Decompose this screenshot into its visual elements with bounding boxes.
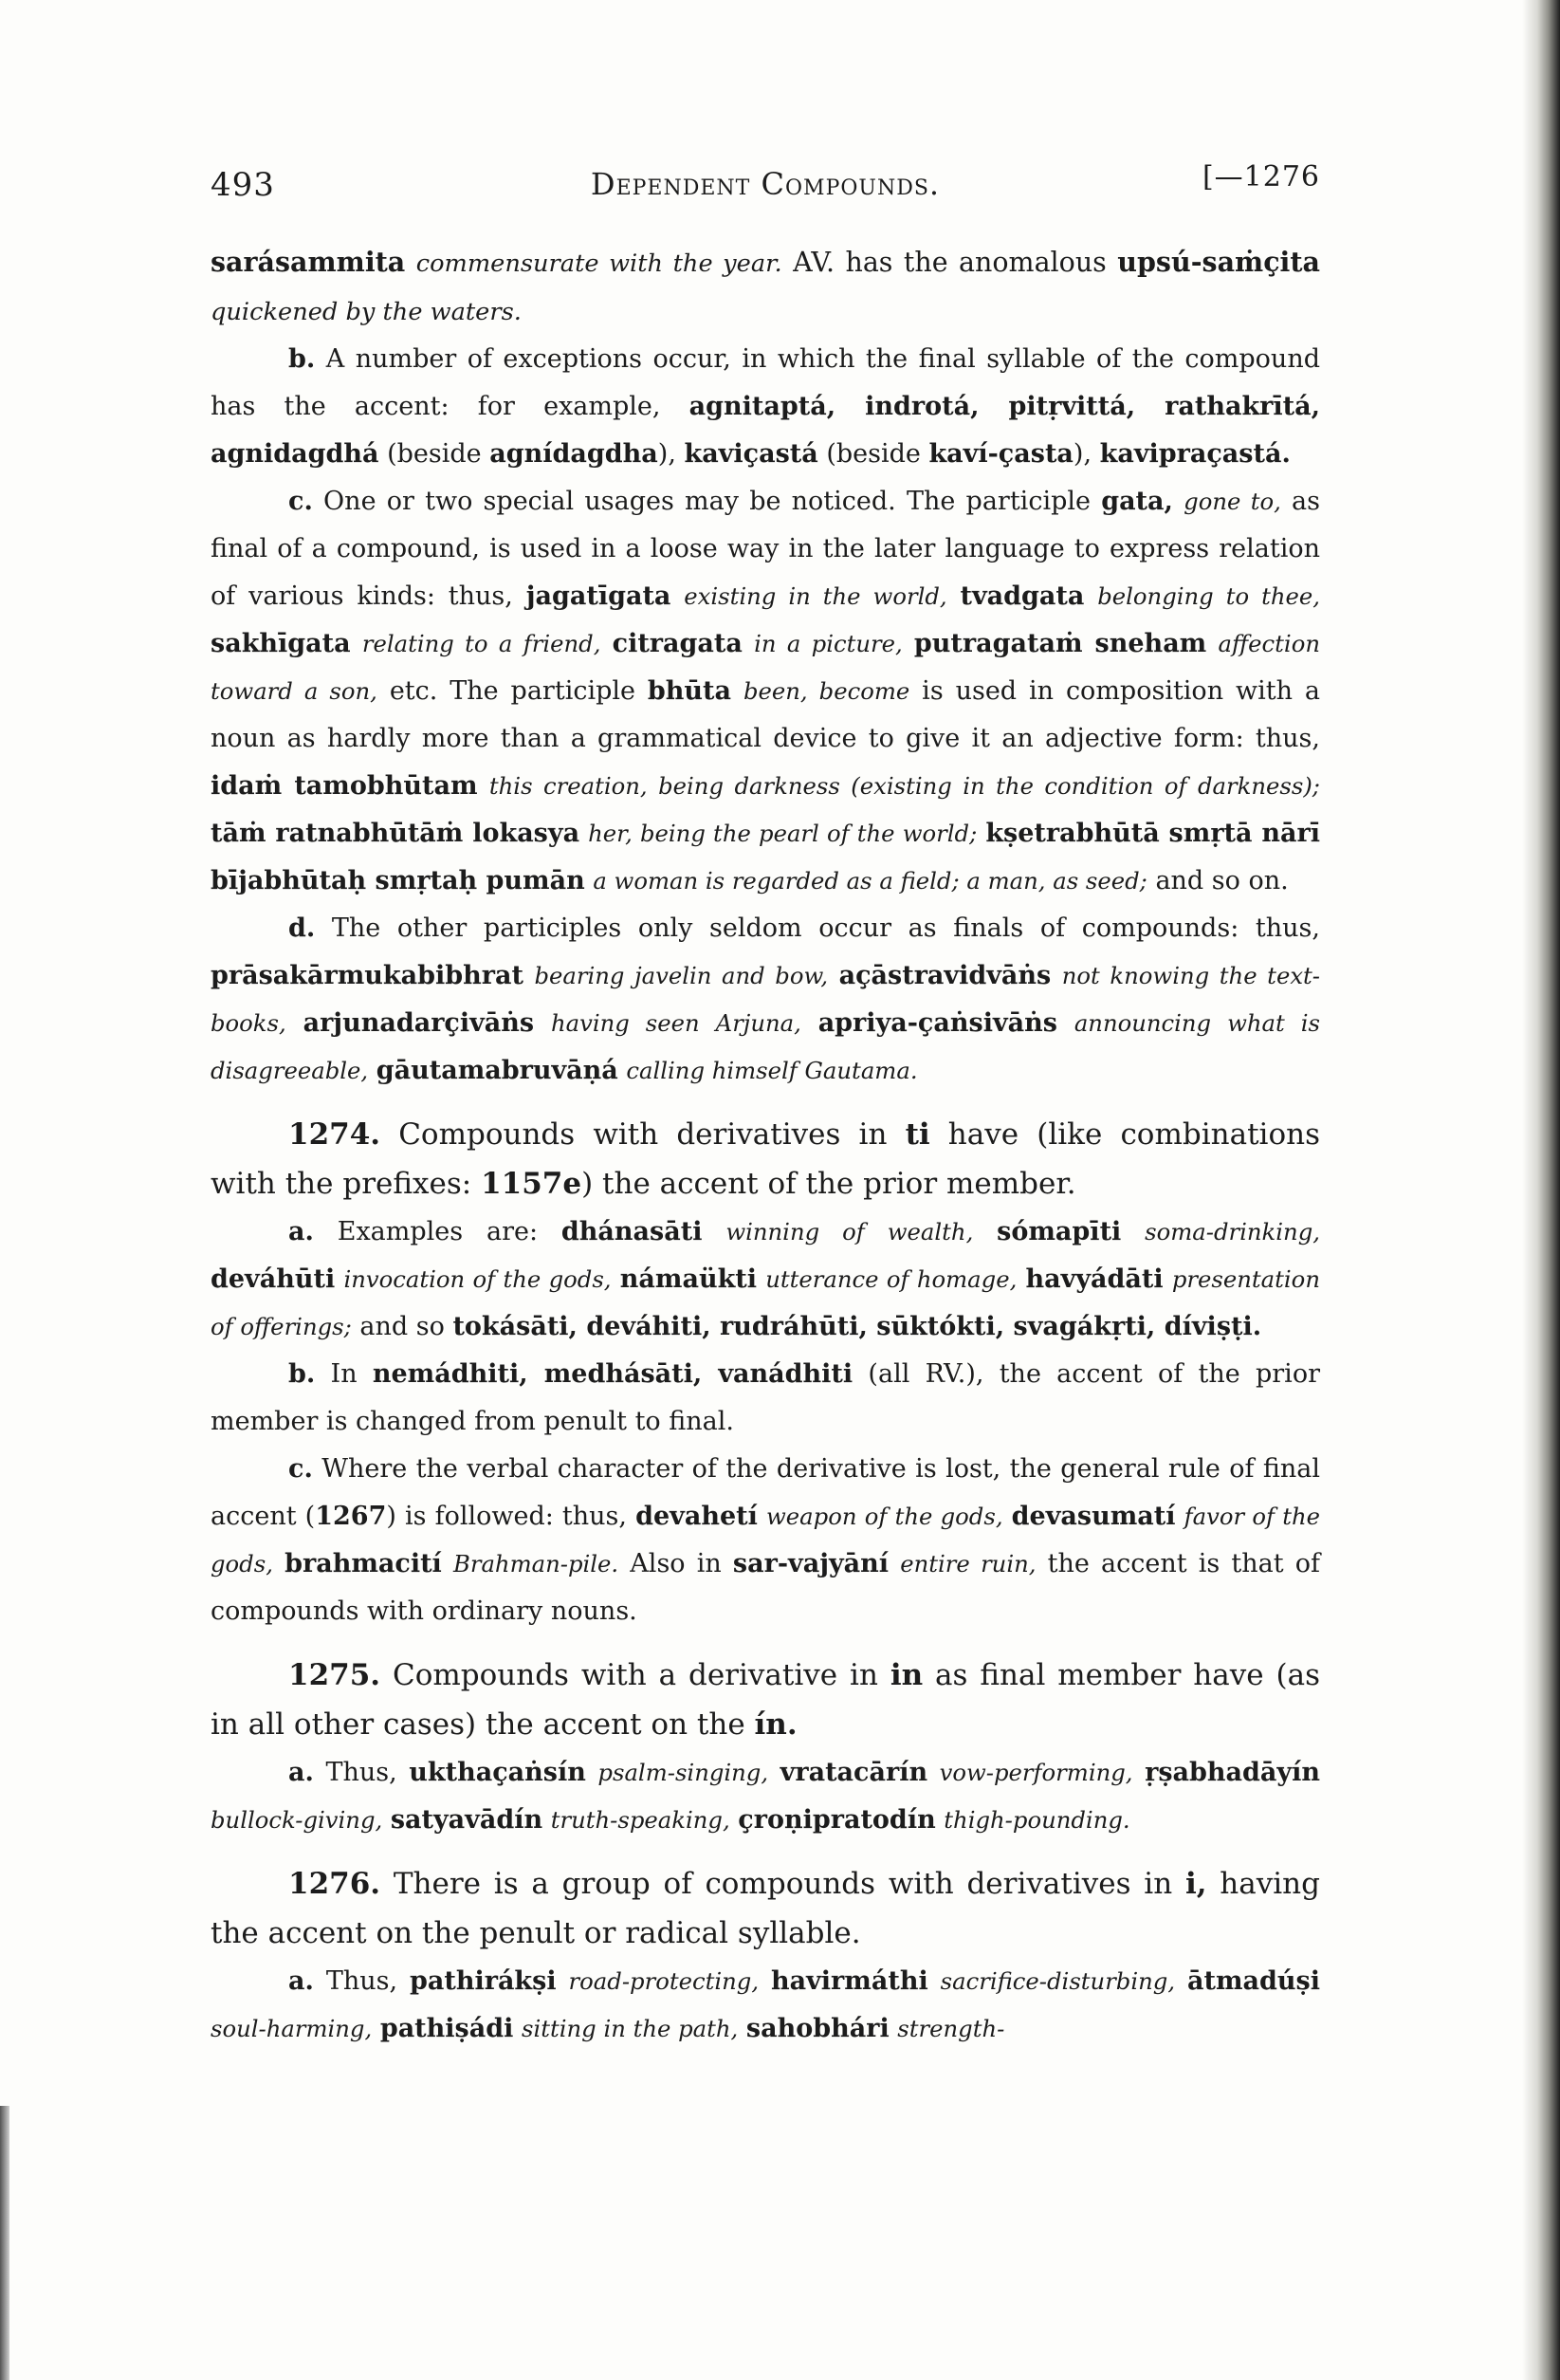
page-edge-shadow — [1522, 0, 1560, 2380]
page-number: 493 — [211, 166, 275, 204]
paragraph-1276a: a. Thus, pathirákṣi road-protecting, havirmáthi sacrifice-disturbing, ātmadúṣi soul-harming, pathiṣádi sitting in the path, sahobhári strength- — [211, 1966, 1320, 2043]
paragraph-1273c: c. One or two special usages may be noticed. The participle gata, gone to, as final of a compound, is used in a loose way in the later language to express relation of various kinds: thus, jagatīgata existing in the world, tvadgata belonging to thee, sakhīgata relating to a friend, citragata in a picture, putragataṁ sneham affection toward a son, etc. The participle bhūta been, become is used in composition with a noun as hardly more than a grammatical device to give it an adjective form: thus, idaṁ tamobhūtam this creation, being darkness (existing in the condition of darkness); tāṁ ratnabhūtāṁ lokasya her, being the pearl of the world; kṣetrabhūtā smṛtā nārī bījabhūtaḥ smṛtaḥ pumān a woman is regarded as a field; a man, as seed; and so on. — [211, 487, 1320, 895]
paragraph-1274a: a. Examples are: dhánasāti winning of wealth, sómapīti soma-drinking, deváhūti invocation of the gods, námaükti utterance of homage, havyádāti presentation of offerings; and so tokásāti, deváhiti, rudráhūti, sūktókti, svagákṛti, díviṣṭi. — [211, 1217, 1320, 1341]
paragraph-continuation: sarásammita commensurate with the year. AV. has the anomalous upsú-saṁçita quickened by the waters. — [211, 246, 1321, 326]
section-1275: 1275. Compounds with a derivative in in as final member have (as in all other cases) the accent on the ín. — [211, 1658, 1320, 1742]
paragraph-1274c: c. Where the verbal character of the derivative is lost, the general rule of final accent (1267) is followed: thus, devahetí weapon of the gods, devasumatí favor of the gods, brahmacití Brahman-pile. Also in sar-vajyāní entire ruin, the accent is that of compounds with ordinary nouns. — [211, 1454, 1320, 1626]
body-text — [211, 238, 1320, 2053]
section-1276: 1276. There is a group of compounds with derivatives in i, having the accent on the penult or radical syllable. — [211, 1867, 1320, 1950]
book-page — [211, 157, 1320, 2053]
paragraph-1273b: b. A number of exceptions occur, in which the final syllable of the compound has the accent: for example, agnitaptá, indrotá, pitṛvittá, rathakrītá, agnidagdhá (beside agnídagdha), kaviçastá (beside kaví-çasta), kavipraçastá. — [211, 344, 1320, 469]
section-range: [—1276 — [1202, 160, 1320, 194]
running-head — [211, 157, 1320, 213]
running-title: Dependent Compounds. — [590, 166, 941, 202]
page-edge-left — [0, 2106, 9, 2380]
paragraph-1274b: b. In nemádhiti, medhásāti, vanádhiti (all RV.), the accent of the prior member is changed from penult to final. — [211, 1359, 1320, 1436]
paragraph-1275a: a. Thus, ukthaçaṅsín psalm-singing, vratacārín vow-performing, ṛṣabhadāyín bullock-giving, satyavādín truth-speaking, çroṇipratodín thigh-pounding. — [211, 1758, 1320, 1835]
section-1274: 1274. Compounds with derivatives in ti have (like combinations with the prefixes: 1157e) the accent of the prior member. — [211, 1117, 1320, 1201]
paragraph-1273d: d. The other participles only seldom occur as finals of compounds: thus, prāsakārmukabibhrat bearing javelin and bow, açāstravidvāṅs not knowing the text-books, arjunadarçivāṅs having seen Arjuna, apriya-çaṅsivāṅs announcing what is disagreeable, gāutamabruvāṇá calling himself Gautama. — [211, 913, 1320, 1085]
